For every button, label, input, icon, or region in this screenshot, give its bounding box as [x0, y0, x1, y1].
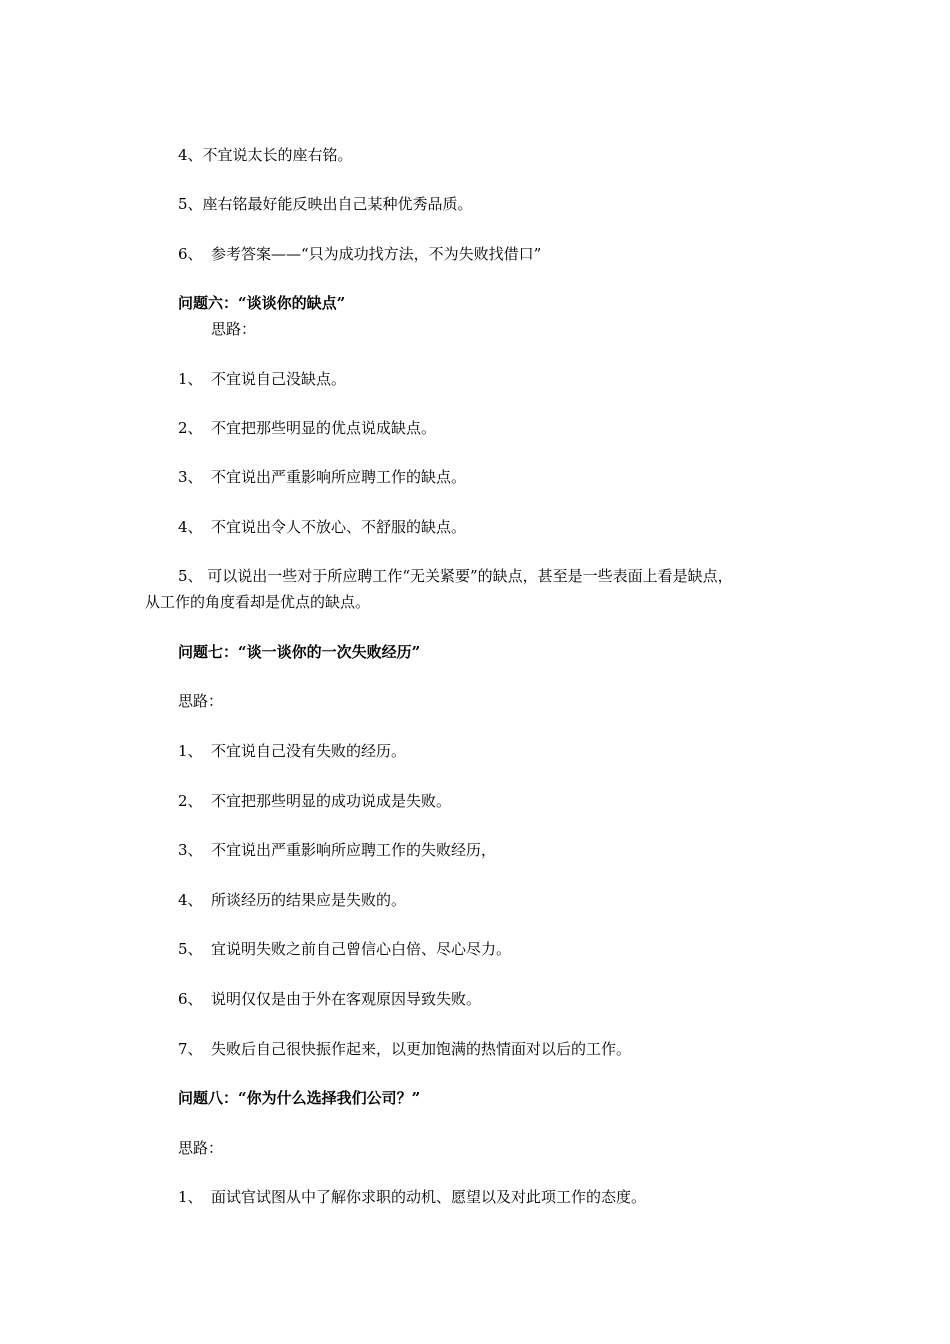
question-heading: 问题七：“谈一谈你的一次失败经历”	[178, 643, 421, 661]
list-item	[178, 940, 511, 958]
list-item-text: 参考答案——“只为成功找方法，不为失败找借口”	[211, 245, 542, 263]
list-item-number: 1、	[178, 370, 203, 388]
list-item	[178, 891, 406, 909]
list-item-text: 面试官试图从中了解你求职的动机、愿望以及对此项工作的态度。	[211, 1188, 647, 1206]
list-item	[178, 742, 406, 760]
list-item	[178, 419, 436, 437]
list-item-text: 不宜说出严重影响所应聘工作的缺点。	[211, 468, 467, 486]
list-item-number: 6、	[178, 245, 203, 263]
list-item	[178, 792, 451, 810]
list-item-text: 说明仅仅是由于外在客观原因导致失败。	[211, 990, 482, 1008]
list-item-text: 不宜说出令人不放心、不舒服的缺点。	[211, 518, 467, 536]
list-item-text: 所谈经历的结果应是失败的。	[211, 891, 407, 909]
thinking-label: 思路：	[178, 1139, 224, 1157]
list-item-text: 不宜说自己没有失败的经历。	[211, 742, 407, 760]
list-item-text: 失败后自己很快振作起来，以更加饱满的热情面对以后的工作。	[211, 1040, 632, 1058]
list-item-number: 2、	[178, 792, 203, 810]
list-item-text: 不宜把那些明显的优点说成缺点。	[211, 419, 437, 437]
list-item-number: 1、	[178, 1188, 203, 1206]
list-item-number: 5、	[178, 940, 203, 958]
list-item-number: 2、	[178, 419, 203, 437]
list-item	[178, 370, 346, 388]
list-item-number: 4、	[178, 891, 203, 909]
list-item-number: 1、	[178, 742, 203, 760]
thinking-label: 思路：	[211, 320, 257, 338]
list-item-text: 不宜说出严重影响所应聘工作的失败经历，	[211, 841, 497, 859]
list-item-text: 宜说明失败之前自己曾信心白倍、尽心尽力。	[211, 940, 512, 958]
list-item-number: 6、	[178, 990, 203, 1008]
list-item-number: 3、	[178, 841, 203, 859]
list-item: 5、座右铭最好能反映出自己某种优秀品质。	[178, 195, 473, 213]
list-item-text: 不宜把那些明显的成功说成是失败。	[211, 792, 452, 810]
list-item-number: 3、	[178, 468, 203, 486]
list-item	[178, 841, 496, 859]
list-item-text: 不宜说自己没缺点。	[211, 370, 347, 388]
list-item-number: 4、	[178, 518, 203, 536]
list-item	[178, 990, 481, 1008]
list-item: 4、不宜说太长的座右铭。	[178, 146, 353, 164]
question-heading: 问题六：“谈谈你的缺点”	[178, 294, 346, 312]
list-item-continuation: 从工作的角度看却是优点的缺点。	[145, 593, 371, 611]
list-item: 5、 可以说出一些对于所应聘工作“无关紧要”的缺点，甚至是一些表面上看是缺点，	[178, 567, 733, 585]
list-item	[178, 468, 466, 486]
list-item	[178, 518, 466, 536]
list-item	[178, 1040, 631, 1058]
question-heading: 问题八：“你为什么选择我们公司？”	[178, 1089, 421, 1107]
thinking-label: 思路：	[178, 692, 224, 710]
list-item	[178, 1188, 646, 1206]
list-item-number: 7、	[178, 1040, 203, 1058]
list-item	[178, 245, 541, 263]
